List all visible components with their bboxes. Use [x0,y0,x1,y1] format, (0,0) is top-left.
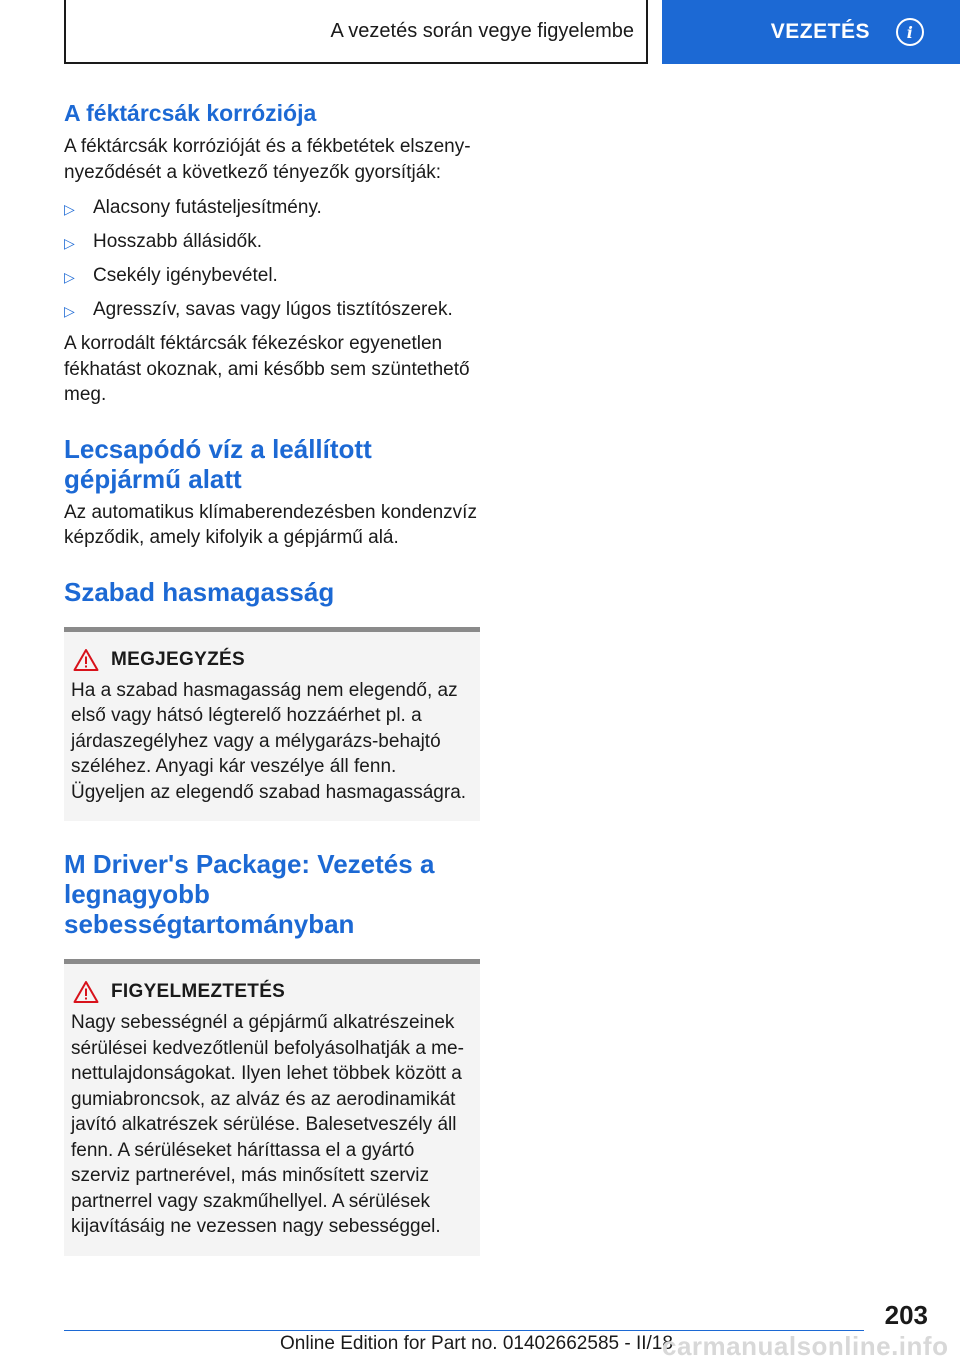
section-title-brake-corrosion: A féktárcsák korróziója [64,100,317,126]
triangle-bullet-icon: ▷ [64,235,75,251]
chapter-title: VEZETÉS [770,20,870,43]
warning-body: Nagy sebességnél a gépjármű alkatrészeinek sérülései kedvezőtlenül befolyásolhatják a menettulajdonságokat. Ilyen lehet többek között a gumiabroncsok, az alváz és az aerodinamikát javító alkatrészek sérülése. Balesetveszély áll fenn. A sérüléseket háríttassa el a gyártó szerviz partnerével, más minősített szerviz partnerrel vagy szakműhellyel. A sérülések kijavításáig ne vezessen nagy sebességgel. [71,1012,464,1237]
list-item: ▷ Agresszív, savas vagy lúgos tisztítószerek. [64,297,480,324]
brake-corrosion-list [64,195,480,324]
warning-title: FIGYELMEZTETÉS [111,981,286,1002]
list-item: ▷ Hosszabb állásidők. [64,229,480,256]
watermark: carmanualsonline.info [662,1331,949,1361]
section-title-condensation: Lecsapódó víz a leállított gépjármű alatt [64,433,372,494]
list-item: ▷ Csekély igénybevétel. [64,263,480,290]
page-number: 203 [884,1300,928,1330]
section-title-ground-clearance: Szabad hasmagasság [64,576,335,607]
running-header-title: A vezetés során vegye figyelembe [330,19,634,42]
warning-triangle-icon [71,648,101,672]
triangle-bullet-icon: ▷ [64,201,75,217]
note-box [64,627,480,822]
content-column [64,98,480,1256]
info-icon[interactable]: i [896,18,924,46]
note-header [71,648,474,672]
chapter-tab[interactable] [662,0,960,64]
warning-header [71,980,474,1004]
warning-box [64,959,480,1256]
list-item: ▷ Alacsony futásteljesítmény. [64,195,480,222]
note-body: Ha a szabad hasmagasság nem elegendő, az első vagy hátsó légterelő hozzáérhet pl. a járdaszegélyhez vagy a mélygarázs-behajtó széléhez. Anyagi kár veszélye áll fenn. Ügyeljen az elegendő szabad hasmagasságra. [71,679,467,803]
triangle-bullet-icon: ▷ [64,269,75,285]
note-title: MEGJEGYZÉS [111,648,245,670]
brake-corrosion-intro: A féktárcsák korrózióját és a fékbetétek elszenynyeződését a következő tényezők gyorsítják: [64,136,471,183]
brake-corrosion-outro: A korrodált féktárcsák fékezéskor egyenetlen fékhatást okoznak, ami később sem szüntethető meg. [64,333,470,405]
condensation-body: Az automatikus klímaberendezésben kondenzvíz képződik, amely kifolyik a gépjármű alá. [64,501,477,548]
triangle-bullet-icon: ▷ [64,303,75,319]
warning-triangle-icon [71,980,101,1004]
footer-edition: Online Edition for Part no. 01402662585 - II/18 [280,1333,673,1354]
section-title-m-drivers-package: M Driver's Package: Vezetés a legnagyobb sebességtartományban [64,849,435,939]
running-header [64,0,648,64]
